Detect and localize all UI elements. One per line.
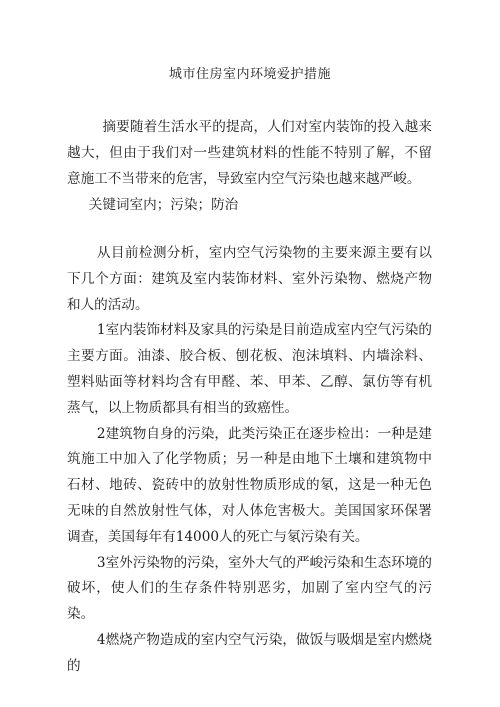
paragraph-3: 3室外污染物的污染，室外大气的严峻污染和生态环境的破坏，使人们的生存条件特别恶劣，加剧了室内空气的污染。 [67,554,432,623]
paragraph-2: 2建筑物自身的污染，此类污染正在逐步检出：一种是建筑施工中加入了化学物质；另一种是由地下土壤和建筑物中石材、地砖、瓷砖中的放射性物质形成的氡，这是一种无色无味的自然放射性气体，对人体危害极大。美国国家环保署调查，美国每年有14000人的死亡与氡污染有关。 [67,425,432,545]
paragraph-4: 4燃烧产物造成的室内空气污染，做饭与吸烟是室内燃烧的 [67,631,432,674]
document-title: 城市住房室内环境爱护措施 [168,67,331,82]
abstract-block [67,115,432,192]
paragraph-1: 1室内装饰材料及家具的污染是目前造成室内空气污染的主要方面。油漆、胶合板、刨花板、泡沫填料、内墙涂料、塑料贴面等材料均含有甲醛、苯、甲苯、乙醇、氯仿等有机蒸气，以上物质都具有相当的致癌性。 [67,322,432,416]
keywords-block [67,193,432,219]
body-text [67,241,432,680]
keywords-text: 关键词室内；污染；防治 [88,197,239,213]
paragraph-intro: 从目前检测分析，室内空气污染物的主要来源主要有以下几个方面：建筑及室内装饰材料、室外污染物、燃烧产物和人的活动。 [67,245,432,313]
abstract-text: 摘要随着生活水平的提高，人们对室内装饰的投入越来越大，但由于我们对一些建筑材料的性能不特别了解，不留意施工不当带来的危害，导致室内空气污染也越来越严峻。 [67,119,432,187]
